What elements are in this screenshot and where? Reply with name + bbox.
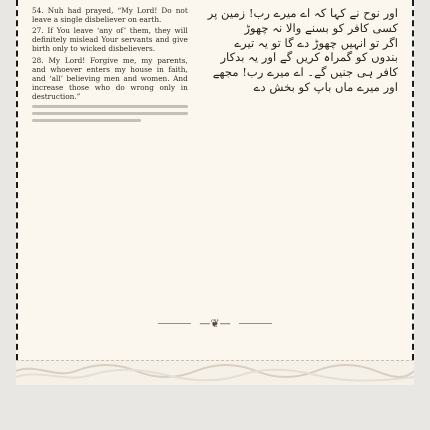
urdu-line-6: اور میرے ماں باپ کو بخش دے <box>253 80 398 95</box>
page-edge-wave <box>16 361 414 385</box>
urdu-line-5: کافر ہی جنیں گے۔ اے میرے رب! مجھے <box>212 65 398 80</box>
ornament-flourish: —❦— <box>199 316 231 330</box>
urdu-line-1: اور نوح نے کہا کہ اے میرے رب! زمین پر <box>207 6 398 20</box>
verse-card <box>16 0 414 360</box>
urdu-line-3: اگر تو انہیں چھوڑ دے گا تو یہ تیرے <box>234 35 398 50</box>
urdu-line-2: کسی کافر کو بسنے والا نہ چھوڑ <box>244 20 398 35</box>
faded-line <box>32 112 188 115</box>
faded-line <box>32 105 188 108</box>
urdu-translation <box>200 6 398 306</box>
english-verse-2: 27. If You leave ‘any of’ them, they will definitely mislead Your servants and give birth only to wicked disbelievers. <box>32 26 188 54</box>
ornament-divider <box>158 316 272 330</box>
divider-line-right <box>239 323 272 324</box>
faded-line <box>32 119 141 122</box>
urdu-line-4: بندوں کو گمراہ کریں گے اور یہ بدکار <box>220 50 398 65</box>
verse-columns <box>32 6 398 306</box>
page-edge <box>16 360 414 385</box>
english-translation <box>32 6 188 306</box>
english-verse-1: 54. Nuh had prayed, “My Lord! Do not leave a single disbeliever on earth. <box>32 6 188 25</box>
english-verse-3: 28. My Lord! Forgive me, my parents, and whoever enters my house in faith, and ‘all’ believing men and women. And increase those who do wrong only in destruction.” <box>32 55 188 101</box>
divider-line-left <box>158 323 191 324</box>
faded-text-lines <box>32 105 188 122</box>
